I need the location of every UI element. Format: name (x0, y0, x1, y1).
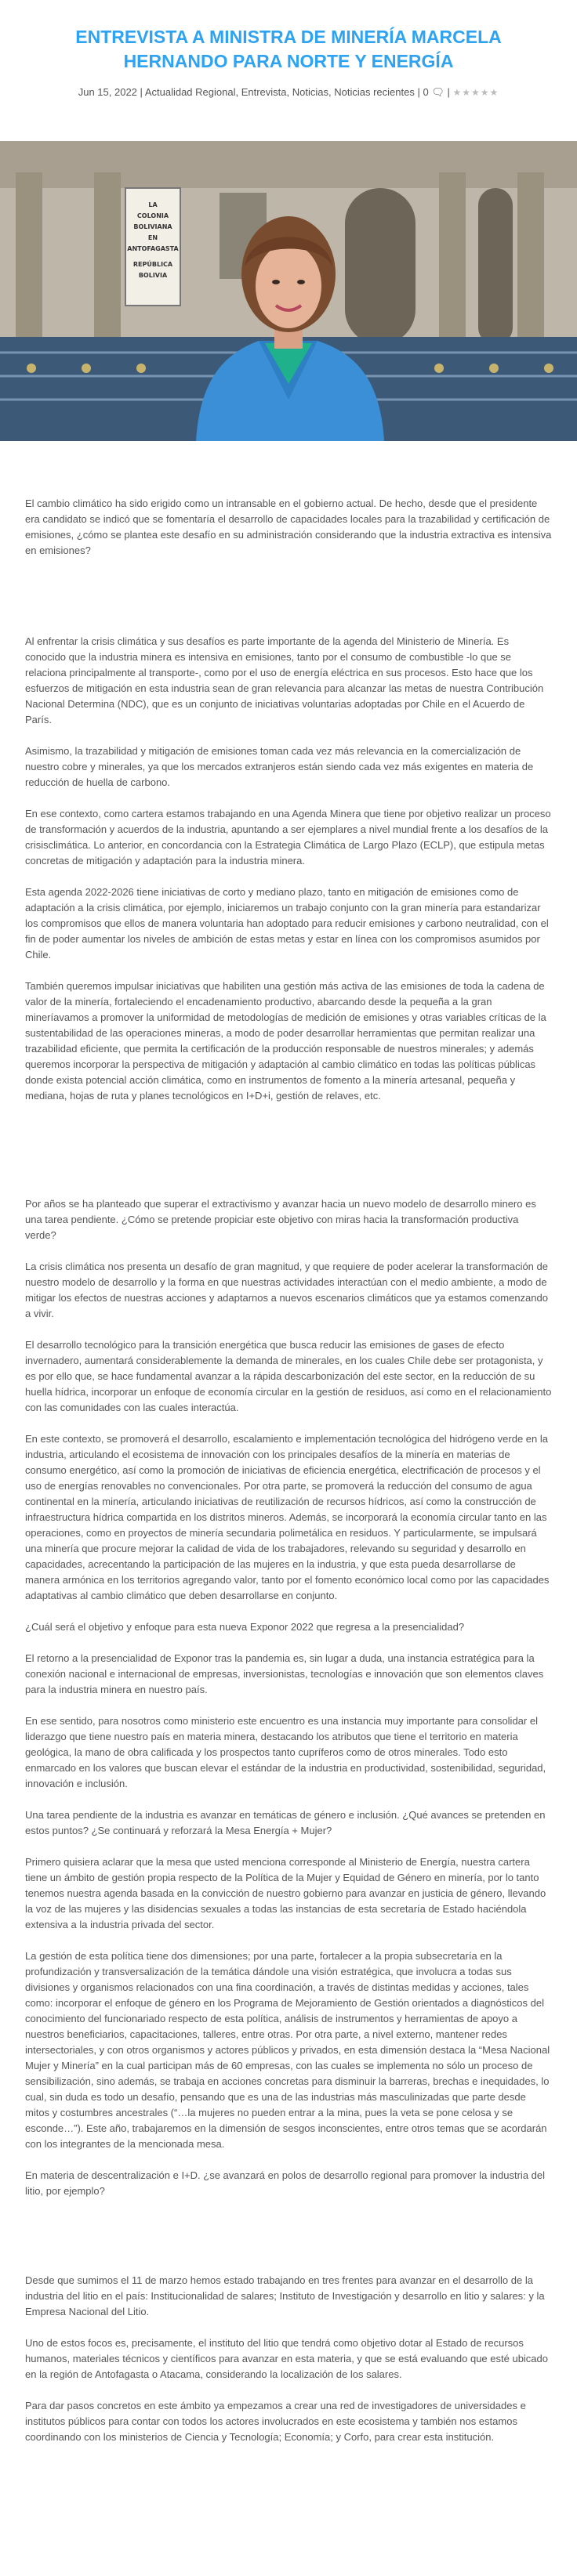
question-paragraph: Por años se ha planteado que superar el extractivismo y avanzar hacia un nuevo modelo de desarrollo minero es una tarea pendiente. ¿Cómo se pretende propiciar este objetivo con miras hacia la transformación productiva verde? (25, 1198, 536, 1241)
answer-paragraph: La crisis climática nos presenta un desafío de gran magnitud, y que requiere de poder acelerar la transformación de nuestro modelo de desarrollo y la forma en que nuestras actividades interactúan con el medio ambiente, a modo de mitigar los efectos de nuestras acciones y adaptarnos a nuevos escenarios climáticos que ya estamos comenzando a vivir. (25, 1261, 548, 1319)
question-paragraph: Una tarea pendiente de la industria es avanzar en temáticas de género e inclusión. ¿Qué avances se pretenden en estos puntos? ¿Se continuará y reforzará la Mesa Energía + Mujer? (25, 1809, 546, 1836)
plaque-text-line: BOLIVIA (138, 272, 168, 279)
answer-paragraph: Asimismo, la trazabilidad y mitigación de emisiones toman cada vez más relevancia en la comercialización de nuestro cobre y minerales, ya que los mercados extranjeros están siendo cada vez más exigentes en materia de reducción de huella de carbono. (25, 745, 534, 788)
answer-paragraph: Desde que sumimos el 11 de marzo hemos estado trabajando en tres frentes para avanzar en el desarrollo de la industria del litio en el país: Institucionalidad de salares; Instituto de Investigación y desarrollo en litio y salares: y la Empresa Nacional del Litio. (25, 2274, 545, 2317)
question-paragraph: El cambio climático ha sido erigido como un intransable en el gobierno actual. De hecho, desde que el presidente era candidato se indicó que se fomentaría el desarrollo de capacidades locales para la trazabilidad y certificación de emisiones, ¿cómo se plantea este desafío en su administración considerando que la industria extractiva es intensiva en emisiones? (25, 497, 552, 556)
category-link-actualidad[interactable]: Actualidad Regional (144, 86, 236, 98)
comment-count: 0 (423, 86, 429, 98)
article-title: ENTREVISTA A MINISTRA DE MINERÍA MARCELA HERNANDO PARA NORTE Y ENERGÍA (75, 27, 502, 71)
answer-paragraph: Al enfrentar la crisis climática y sus desafíos es parte importante de la agenda del Ministerio de Minería. Es conocido que la industria minera es intensiva en emisiones, tanto por el consumo de combustible -lo que se relaciona principalmente al transporte-, como por el uso de energía eléctrica en sus procesos. Esto hace que los esfuerzos de mitigación en esta industria sean de gran relevancia para alcanzar las metas de nuestra Contribución Nacional Determina (NDC), que es un conjunto de iniciativas voluntarias adoptadas por Chile en el Acuerdo de París. (25, 635, 544, 725)
post-date: Jun 15, 2022 (78, 86, 137, 98)
plaque-text-line: LA (148, 201, 158, 208)
rating-stars: ★★★★★ (452, 87, 499, 98)
answer-paragraph: Primero quisiera aclarar que la mesa que usted menciona corresponde al Ministerio de Energía, nuestra cartera tiene un ámbito de gestión propia respecto de la Política de la Mujer y Equidad de Género en minería, por lo tanto tenemos nuestra agenda basada en la convicción de nuestro gobierno para avanzar en justicia de género, llevando la voz de las mujeres y las disidencias sexuales a todas las instancias de esta secretaría de Estado haciéndola extensiva a la industria privada del sector. (25, 1856, 546, 1930)
comments-link[interactable] (423, 86, 444, 98)
answer-paragraph: Esta agenda 2022-2026 tiene iniciativas de corto y mediano plazo, tanto en mitigación de emisiones como de adaptación a la crisis climática, por ejemplo, iniciaremos un trabajo conjunto con la gran minería para estandarizar los compromisos que ellos de manera voluntaria han adoptado para reducir emisiones y carbono neutralidad, con el fin de poder aumentar los niveles de ambición de estas metas y estar en línea con los compromisos asumidos por Chile. (25, 886, 549, 961)
answer-paragraph: En ese contexto, como cartera estamos trabajando en una Agenda Minera que tiene por objetivo realizar un proceso de transformación y acuerdos de la industria, apuntando a ser ejemplares a nivel mundial frente a los desafíos de la crisisclimática. Lo anterior, en concordancia con la Estrategia Climática de Largo Plazo (ECLP), que estipula metas concretas de mitigación y adaptación para la industria minera. (25, 808, 551, 867)
answer-paragraph: En ese sentido, para nosotros como ministerio este encuentro es una instancia muy importante para consolidar el liderazgo que tiene nuestro país en materia minera, destacando los atributos que tiene el territorio en materia geológica, la mano de obra calificada y los prospectos tanto cupríferos como de otros minerales. Todo esto enmarcado en los valores que buscan elevar el estándar de la industria en productividad, sostenibilidad, seguridad, innovación e inclusión. (25, 1715, 546, 1789)
comment-icon: 🗨 (428, 86, 445, 98)
plaque-text-line: REPÚBLICA (132, 261, 173, 268)
article-header (0, 0, 577, 99)
plaque-text-line: COLONIA (136, 212, 169, 219)
category-link-entrevista[interactable]: Entrevista (241, 86, 287, 98)
post-meta: Jun 15, 2022 | Actualidad Regional, Entrevista, Noticias, Noticias recientes | 0 🗨 | ★★★★★ (78, 86, 499, 98)
answer-paragraph: La gestión de esta política tiene dos dimensiones; por una parte, fortalecer a la propia subsecretaría en la profundización y transversalización de la temática dándole una visión estratégica, que involucra a todas sus divisiones y organismos relacionados con una fina coordinación, a través de distintas medidas y acciones, tales como: incorporar el enfoque de género en los Programa de Mejoramiento de Gestión orientados a diagnósticos del conocimiento del funcionariado respecto de esta política, análisis de instrumentos y herramientas de apoyo a nuestros beneficiarios, capacitaciones, talleres, entre otras. Por otra parte, a nivel externo, mantener redes intersectoriales, y con otros organismos y actores públicos y privados, en esta dimensión destaca la “Mesa Nacional Mujer y Minería” en la cual participan más de 60 empresas, con las cuales se implementa no sólo un proceso de sensibilización, sino además, se trabaja en acciones concretas para disminuir la barreras, brechas e inequidades, lo cual, sin duda es todo un desafío, pensando que es una de las industrias más masculinizadas que parte desde mitos y costumbres ancestrales (“…la mujeres no pueden entrar a la mina, pues la veta se pone celosa y se esconde…”). Este año, trabajaremos en la dimensión de sesgos inconscientes, entre otros temas que se acordarán con los integrantes de la mencionada mesa. (25, 1950, 550, 2150)
hero-photo-illustration (0, 141, 577, 441)
answer-paragraph: Para dar pasos concretos en este ámbito ya empezamos a crear una red de investigadores de universidades e institutos públicos para contar con todos los actores involucrados en este ecosistema y también nos estamos coordinando con los ministerios de Ciencia y Tecnología; Economía; y Corfo, para crear esta institución. (25, 2400, 526, 2443)
answer-paragraph: El retorno a la presencialidad de Exponor tras la pandemia es, sin lugar a duda, una instancia estratégica para la conexión nacional e internacional de empresas, inversionistas, tecnologías e innovación que son elementos claves para la industria minera en nuestro país. (25, 1652, 544, 1695)
plaque-text-line: ANTOFAGASTA (127, 245, 179, 252)
category-link-noticias[interactable]: Noticias (292, 86, 328, 98)
category-link-recientes[interactable]: Noticias recientes (334, 86, 415, 98)
plaque-text-line: BOLIVIANA (133, 223, 172, 230)
hero-image (0, 141, 577, 441)
answer-paragraph: En este contexto, se promoverá el desarrollo, escalamiento e implementación tecnológica del hidrógeno verde en la industria, articulando el ecosistema de innovación con los principales desafíos de la minería en materias de consumo energético, así como la promoción de iniciativas de eficiencia energética, electrificación de procesos y el uso de energías renovables no convencionales. Por otra parte, se promoverá la reducción del consumo de agua continental en la minería, articulando iniciativas de reutilización de recursos hídricos, así como la construcción de infraestructura hídrica compartida en los distritos mineros. Además, se incorporará la economía circular tanto en las operaciones, como en proyectos de minería secundaria polimetálica en residuos. Y particularmente, se impulsará una minería que procure mejorar la calidad de vida de los trabajadores, relevando su seguridad y desarrollo en capacidades, acrecentando la participación de las mujeres en la industria, y que esta pueda desarrollarse de manera armónica en los territorios agregando valor, tanto por el fomento económico local como por las capacidades adaptativas al cambio climático que deben desarrollarse en conjunto. (25, 1433, 550, 1601)
plaque-text-line: EN (147, 234, 158, 241)
answer-paragraph: También queremos impulsar iniciativas que habiliten una gestión más activa de las emisiones de toda la cadena de valor de la minería, fortaleciendo el encadenamiento productivo, abarcando desde la pequeña a la gran mineríavamos a promover la uniformidad de metodologías de medición de emisiones y otras variables críticas de la sustentabilidad de las operaciones mineras, a modo de poder desarrollar herramientas que permitan realizar una trazabilidad eficiente, que permita la certificación de la producción responsable de nuestros minerales; y además queremos incorporar la perspectiva de mitigación y adaptación al cambio climático en todas las políticas públicas donde exista potencial acción climática, como en instrumentos de fomento a la minería artesanal, pequeña y mediana, hojas de ruta y planes tecnológicos en I+D+i, gestión de relaves, etc. (25, 980, 546, 1102)
answer-paragraph: Uno de estos focos es, precisamente, el instituto del litio que tendrá como objetivo dotar al Estado de recursos humanos, materiales técnicos y científicos para avanzar en esta materia, y que se está evaluando que esté ubicado en la región de Antofagasta o Atacama, considerando la localización de los salares. (25, 2337, 548, 2380)
article-body (0, 441, 577, 2445)
question-paragraph: ¿Cuál será el objetivo y enfoque para esta nueva Exponor 2022 que regresa a la presencialidad? (25, 1621, 465, 1633)
question-paragraph: En materia de descentralización e I+D. ¿se avanzará en polos de desarrollo regional para promover la industria del litio, por ejemplo? (25, 2169, 546, 2197)
answer-paragraph: El desarrollo tecnológico para la transición energética que busca reducir las emisiones de gases de efecto invernadero, aumentará considerablemente la demanda de minerales, en los cuales Chile debe ser protagonista, y es por ello que, se hace fundamental avanzar a la rápida descarbonización del este sector, en la reducción de su huella hídrica, incorporar un enfoque de economía circular en la gestión de residuos, así como en el relacionamiento con las comunidades con las cuales interactúa. (25, 1339, 552, 1413)
